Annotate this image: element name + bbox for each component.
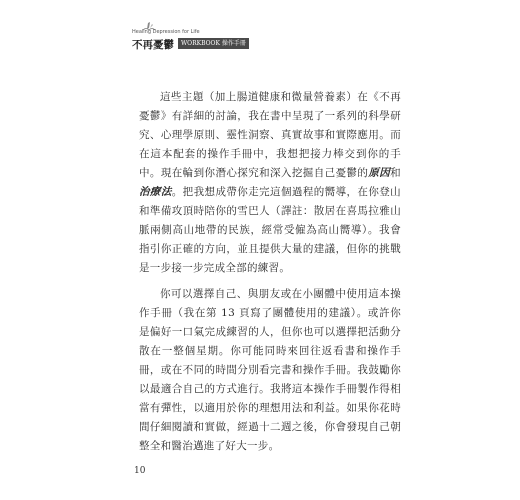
paragraph-1-text-a: 這些主題（加上腸道健康和微量營養素）在《不再憂鬱》有詳細的討論，我在書中呈現了一系列的科學研究、心理學原則、靈性洞察、真實故事和實際應用。而在這本配套的操作手冊中，我想把接力棒交到你的手中。現在輪到你潛心探究和深入挖掘自己憂鬱的 — [139, 91, 401, 179]
paragraph-1-text-b: 。把我想成帶你走完這個過程的嚮導，在你登山和準備攻頂時陪你的雪巴人（譯註：散居在喜馬拉雅山脈兩側高山地帶的民族，經常受僱為高山嚮導）。我會指引你正確的方向，並且提供大量的建議，但你的挑戰是一步接一步完成全部的練習。 — [139, 186, 401, 274]
running-header — [132, 18, 332, 58]
page-body — [139, 88, 401, 463]
paragraph-1 — [139, 88, 401, 278]
book-title: 不再憂鬱 — [132, 39, 174, 51]
emphasis-treatment: 治療法 — [139, 186, 172, 198]
book-subtitle: Healing Depression for Life — [132, 29, 200, 35]
emphasis-causes: 原因 — [368, 167, 391, 179]
page-number: 10 — [134, 466, 146, 476]
paragraph-2: 你可以選擇自己、與朋友或在小團體中使用這本操作手冊（我在第 13 頁寫了團體使用的建議）。或許你是偏好一口氣完成練習的人，但你也可以選擇把活動分散在一整個星期。你可能同時來回往返看書和操作手冊，或在不同的時間分別看完書和操作手冊。我鼓勵你以最適合自己的方式進行。我將這本操作手冊製作得相當有彈性，以適用於你的理想用法和利益。如果你花時間仔細閱讀和實做，經過十二週之後，你會發現自己朝整全和醫治邁進了好大一步。 — [139, 288, 401, 452]
paragraph-1-conjunction: 和 — [390, 167, 401, 179]
workbook-tag: WORKBOOK 操作手冊 — [178, 38, 249, 49]
